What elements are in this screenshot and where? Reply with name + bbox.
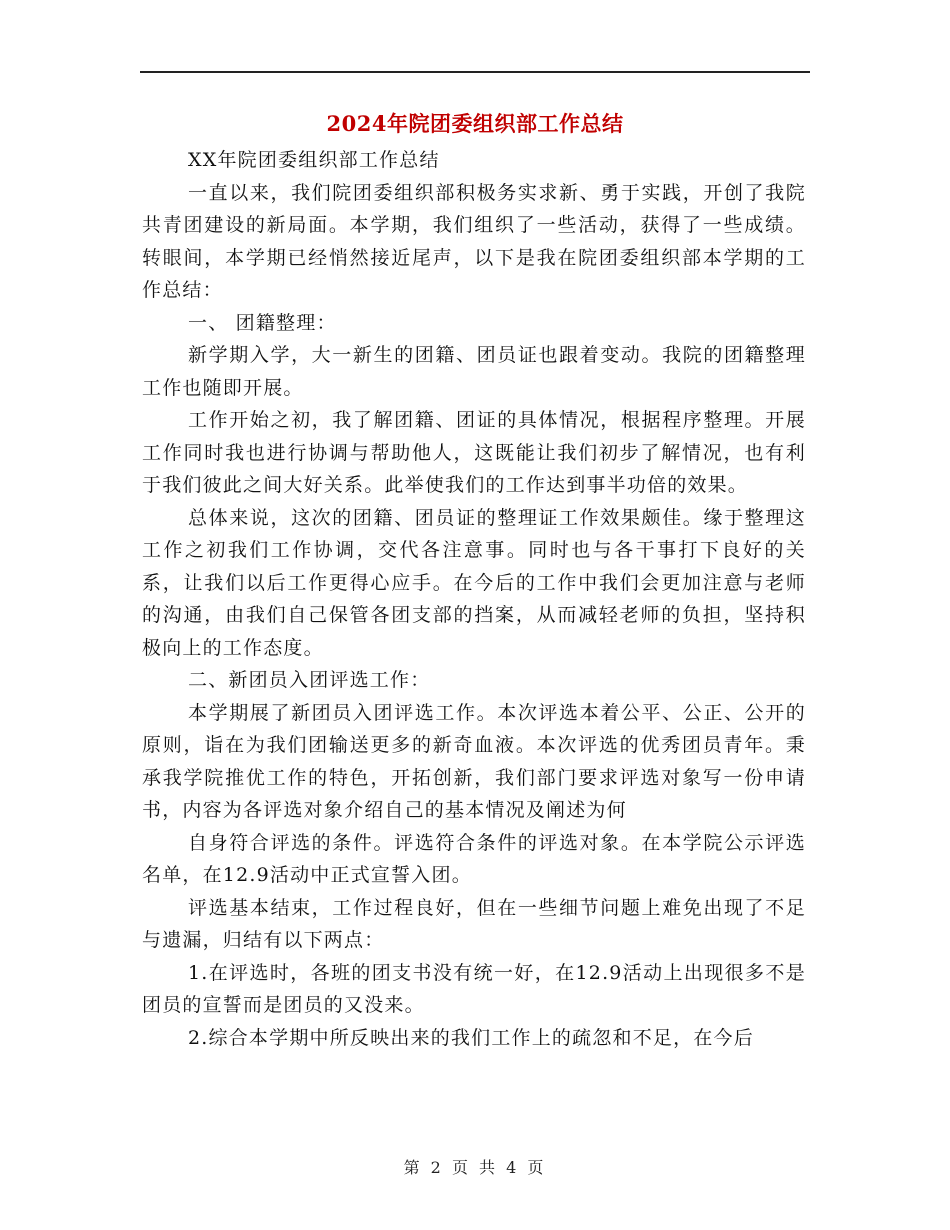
paragraph: 本学期展了新团员入团评选工作。本次评选本着公平、公正、公开的原则，诣在为我们团输送更多的新奇血液。本次评选的优秀团员青年。秉承我学院推优工作的特色，开拓创新，我们部门要求评选对象写一份申请书，内容为各评选对象介绍自己的基本情况及阐述为何	[142, 701, 806, 821]
document-title: 2024年院团委组织部工作总结	[326, 111, 624, 136]
page-footer: 第 2 页 共 4 页	[403, 1158, 547, 1177]
document-body	[142, 144, 806, 1054]
paragraph: 评选基本结束，工作过程良好，但在一些细节问题上难免出现了不足与遗漏，归结有以下两点：	[142, 896, 806, 951]
paragraph: 总体来说，这次的团籍、团员证的整理证工作效果颇佳。缘于整理这工作之初我们工作协调，交代各注意事。同时也与各干事打下良好的关系，让我们以后工作更得心应手。在今后的工作中我们会更加注意与老师的沟通，由我们自己保管各团支部的挡案，从而减轻老师的负担，坚持积极向上的工作态度。	[142, 506, 806, 659]
paragraph: 一直以来，我们院团委组织部积极务实求新、勇于实践，开创了我院共青团建设的新局面。本学期，我们组织了一些活动，获得了一些成绩。转眼间，本学期已经悄然接近尾声，以下是我在院团委组织部本学期的工作总结：	[142, 181, 806, 301]
paragraph: 新学期入学，大一新生的团籍、团员证也跟着变动。我院的团籍整理工作也随即开展。	[142, 344, 806, 399]
paragraph: XX年院团委组织部工作总结	[188, 149, 440, 171]
list-item: 1.在评选时，各班的团支书没有统一好，在12.9活动上出现很多不是团员的宣誓而是团员的又没来。	[142, 961, 806, 1016]
section-heading: 二、新团员入团评选工作：	[188, 669, 431, 691]
list-item: 2.综合本学期中所反映出来的我们工作上的疏忽和不足，在今后	[188, 1026, 754, 1049]
paragraph: 自身符合评选的条件。评选符合条件的评选对象。在本学院公示评选名单，在12.9活动中正式宣誓入团。	[142, 831, 806, 886]
paragraph: 工作开始之初，我了解团籍、团证的具体情况，根据程序整理。开展工作同时我也进行协调与帮助他人，这既能让我们初步了解情况，也有利于我们彼此之间大好关系。此举使我们的工作达到事半功倍的效果。	[142, 409, 806, 496]
header-rule	[140, 71, 810, 73]
section-heading: 一、 团籍整理：	[188, 311, 337, 334]
